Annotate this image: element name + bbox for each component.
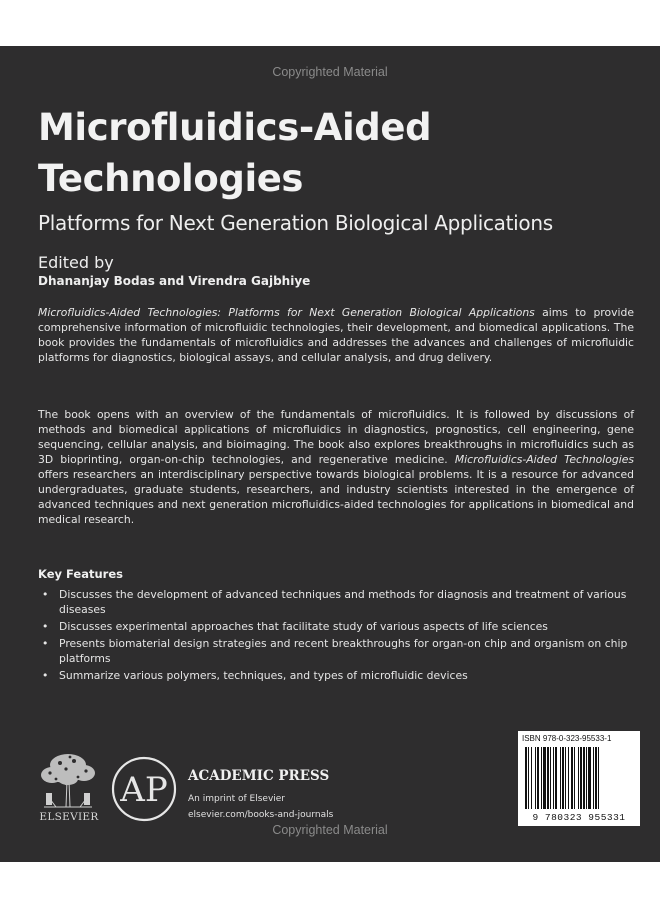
key-feature-text: Presents biomaterial design strategies and recent breakthroughs for organ-on chip and organism on chip platforms	[59, 637, 628, 665]
description-paragraph-2	[38, 407, 634, 527]
copyright-watermark-bottom: Copyrighted Material	[272, 823, 388, 837]
copyright-watermark-top: Copyrighted Material	[272, 65, 388, 79]
bullet-icon: •	[42, 588, 49, 601]
key-feature-item	[38, 668, 634, 683]
elsevier-tree-icon	[36, 751, 100, 809]
edited-by-label: Edited by	[38, 253, 114, 272]
back-cover	[0, 46, 660, 862]
key-features-list	[38, 587, 634, 685]
book-title	[38, 102, 431, 204]
key-feature-item	[38, 587, 634, 617]
para2-text-1: The book opens with an overview of the fundamentals of microfluidics. It is followed by discussions of methods and biomedical applications of microfluidics in diagnostics, prognostics, cell engineering, gene sequencing, cellular analysis, and bioimaging. The book also explores breakthroughs in microfluidics such as 3D bioprinting, organ-on-chip technologies, and regenerative medicine.	[38, 408, 634, 466]
title-line-2: Technologies	[38, 157, 304, 200]
para2-italic-title: Microfluidics-Aided Technologies	[454, 453, 635, 466]
imprint-text: An imprint of Elsevier	[188, 794, 286, 804]
publisher-url: elsevier.com/books-and-journals	[188, 810, 334, 820]
academic-press-logo	[110, 749, 178, 833]
barcode-icon	[524, 747, 634, 811]
svg-text:AP: AP	[120, 770, 168, 810]
editors-names: Dhananjay Bodas and Virendra Gajbhiye	[38, 274, 311, 288]
title-line-1: Microfluidics-Aided	[38, 106, 432, 149]
key-feature-text: Discusses the development of advanced techniques and methods for diagnosis and treatment of various diseases	[59, 588, 627, 616]
isbn-label: ISBN 978-0-323-95533-1	[522, 734, 612, 743]
academic-press-monogram-icon	[110, 749, 178, 829]
bullet-icon: •	[42, 669, 49, 682]
key-features-heading: Key Features	[38, 567, 123, 581]
para1-italic-title: Microfluidics-Aided Technologies: Platforms for Next Generation Biological Applications	[38, 306, 535, 319]
book-subtitle: Platforms for Next Generation Biological Applications	[38, 211, 553, 235]
para1-text: aims to provide comprehensive information of microfluidic technologies, their development, and biomedical applications. The book provides the fundamentals of microfluidics and addresses the advances and challenges of microfluidic platforms for diagnostics, biological assays, and cellular analysis, and drug delivery.	[38, 306, 634, 364]
elsevier-wordmark: ELSEVIER	[39, 811, 99, 823]
bullet-icon: •	[42, 620, 49, 633]
key-feature-item	[38, 636, 634, 666]
barcode-number: 9 780323 955331	[532, 812, 626, 823]
barcode-panel	[518, 731, 640, 826]
key-feature-text: Summarize various polymers, techniques, and types of microfluidic devices	[59, 669, 468, 682]
key-feature-text: Discusses experimental approaches that facilitate study of various aspects of life sciences	[59, 620, 548, 633]
para2-text-2: offers researchers an interdisciplinary perspective towards biological problems. It is a resource for advanced undergraduates, graduate students, researchers, and industry scientists interested in the emergence of advanced techniques and next generation microfluidics-aided technologies for applications in biomedical and medical research.	[38, 468, 634, 526]
key-feature-item	[38, 619, 634, 634]
description-paragraph-1	[38, 305, 634, 365]
bullet-icon: •	[42, 637, 49, 650]
publisher-name: ACADEMIC PRESS	[188, 768, 330, 784]
elsevier-logo	[36, 751, 100, 823]
